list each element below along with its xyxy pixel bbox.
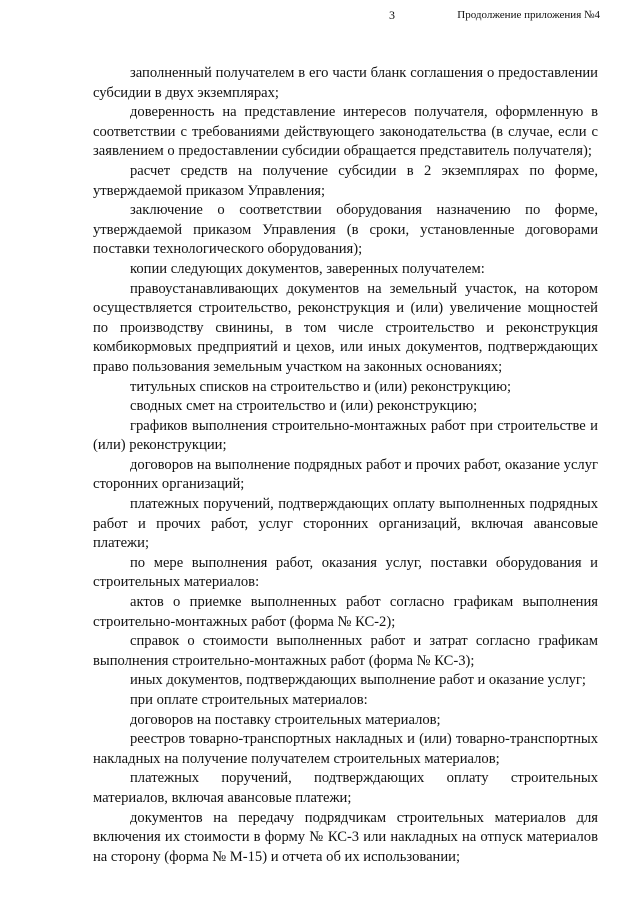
appendix-continuation-note: Продолжение приложения №4 [457,9,600,21]
paragraph: актов о приемке выполненных работ согласно графикам выполнения строительно-монтажных работ (форма № КС-2); [93,594,598,630]
paragraph: заполненный получателем в его части бланк соглашения о предоставлении субсидии в двух экземплярах; [93,65,598,101]
paragraph: иных документов, подтверждающих выполнение работ и оказание услуг; [130,672,586,689]
document-body [93,64,598,867]
paragraph: договоров на выполнение подрядных работ и прочих работ, оказание услуг сторонних организаций; [93,456,598,493]
paragraph: договоров на поставку строительных материалов; [130,711,441,728]
paragraph: реестров товарно-транспортных накладных и (или) товарно-транспортных накладных на получение получателем строительных материалов; [93,731,598,767]
page-number: 3 [389,8,395,22]
paragraph: при оплате строительных материалов: [130,692,368,708]
paragraph: копии следующих документов, заверенных получателем: [130,260,485,277]
paragraph: платежных поручений, подтверждающих оплату выполненных подрядных работ и прочих работ, услуг сторонних организаций, включая авансовые платежи; [93,496,598,552]
paragraph: графиков выполнения строительно-монтажных работ при строительстве и (или) реконструкции; [93,417,598,454]
paragraph: заключение о соответствии оборудования назначению по форме, утверждаемой приказом Управления (в сроки, установленные договорами поставки технологического оборудования); [93,202,598,258]
paragraph: правоустанавливающих документов на земельный участок, на котором осуществляется строительство, реконструкция и (или) увеличение мощностей по производству свинины, в том числе строительство и реконструкция комбикормовых предприятий и цехов, или иных документов, подтверждающих право пользования земельным участком на законных основаниях; [93,280,598,375]
paragraph: по мере выполнения работ, оказания услуг, поставки оборудования и строительных материалов: [93,554,598,591]
paragraph: доверенность на представление интересов получателя, оформленную в соответствии с требованиями действующего законодательства (в случае, если с заявлением о предоставлении субсидии обращается представитель получателя); [93,104,598,160]
paragraph: титульных списков на строительство и (или) реконструкцию; [130,378,512,395]
paragraph: документов на передачу подрядчикам строительных материалов для включения их стоимости в форму № КС-3 или накладных на отпуск материалов на сторону (форма № М-15) и отчета об их использовании; [93,809,598,865]
paragraph: сводных смет на строительство и (или) реконструкцию; [130,398,478,415]
paragraph: расчет средств на получение субсидии в 2 экземплярах по форме, утверждаемой приказом Управления; [93,162,598,199]
paragraph: платежных поручений, подтверждающих оплату строительных материалов, включая авансовые платежи; [93,770,598,806]
paragraph: справок о стоимости выполненных работ и затрат согласно графикам выполнения строительно-монтажных работ (форма № КС-3); [93,633,598,669]
